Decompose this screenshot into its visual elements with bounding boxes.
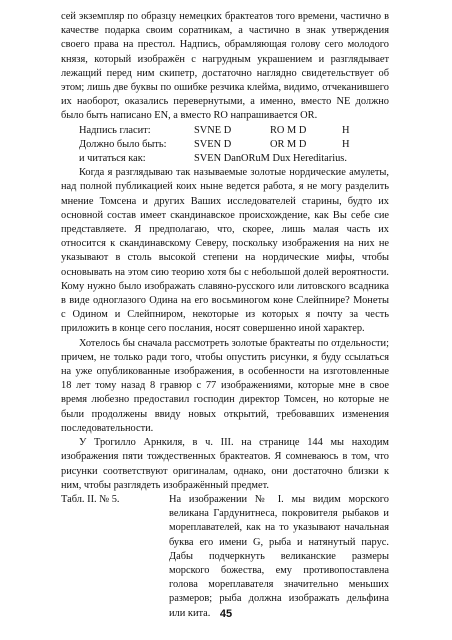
inscription-row-label: Должно было быть: bbox=[79, 138, 167, 150]
inscription-row-3 bbox=[61, 152, 389, 166]
inscription-reading: SVEN DanORuM Dux Hereditarius. bbox=[194, 153, 347, 165]
plate-section bbox=[61, 493, 389, 621]
paragraph-3: Хотелось бы сначала рассмотреть золотые брактеаты по отдельности; причем, не только ради того, чтобы опустить рисунки, я буду ссылаться на уже опубликованные изображения, в особенности на изготовленные 18 лет тому назад 8 гравюр с 77 изображениями, которые мне в свое время любезно предоставил господин директор Томсен, но которые не были продолжены ввиду новых открытий, требовавших изменения последовательности. bbox=[61, 337, 389, 434]
inscription-row-1 bbox=[61, 124, 389, 138]
inscription-cell: SVEN D bbox=[194, 138, 232, 150]
inscription-cell: SVNE D bbox=[194, 124, 232, 136]
inscription-row-2 bbox=[61, 138, 389, 152]
paragraph-4: У Трогилло Арнкиля, в ч. III. на странице 144 мы находим изображения пяти тождественных брактеатов. Я сомневаюсь в том, что рисунки соответствуют оригиналам, однако, они достаточно близки к ним, чтобы разглядеть изображённый предмет. bbox=[61, 437, 389, 491]
inscription-cell: H bbox=[342, 138, 350, 150]
inscription-cell: RO M D bbox=[270, 124, 307, 136]
inscription-row-label: и читаться как: bbox=[79, 153, 146, 165]
inscription-row-label: Надпись гласит: bbox=[79, 124, 151, 136]
paragraph-1: сей экземпляр по образцу немецких брактеатов того времени, частично в качестве подарка своим соратникам, а частично в знак утверждения своего права на престол. Надпись, обрамляющая голову сего молодого князя, который изображён с нагрудным украшением и разглядывает лежащий перед ним скипетр, достаточно наглядно свидетельствует об этом; лишь две буквы по ошибке резчика клейма, видимо, отчеканившего их наоборот, оказались перевернутыми, а именно, вместо NE должно было быть написано EN, а вместо RO напрашивается OR. bbox=[61, 11, 389, 122]
page-body bbox=[61, 10, 389, 621]
inscription-table bbox=[61, 124, 389, 167]
paragraph-2: Когда я разглядываю так называемые золотые нордические амулеты, над полной публикацией коих ныне ведется работа, я не могу разделить мнение Томсена и других Ваших исследователей старины, будто их основной состав имеет скандинавское происхождение, как Вы себе сие представляете. Я предполагаю, что, скорее, лишь малая часть их относится к скандинавскому Северу, поскольку изображения на них не указывают в столь высокой степени на нордические мифы, чтобы основывать на этом сию теорию хотя бы с небольшой долей вероятности. Кому нужно было изображать славяно-русского или литовского всадника в виде одноглазого Одина на его восьминогом коне Слейпнире? Монеты с Одином и Слейпниром, некоторые из которых я почту за честь приложить в конце сего послания, носят совершенно иной характер. bbox=[61, 167, 389, 335]
plate-label: Табл. II. № 5. bbox=[61, 493, 120, 505]
page-number: 45 bbox=[219, 608, 233, 620]
plate-description: На изображении № I. мы видим морского великана Гардунитнеса, покровителя рыбаков и мореплавателей, как на то указывают начальная буква его имени G, рыба и натянутый парус. Дабы подчеркнуть великанские размеры морского божества, ему противопоставлена голова мореплавателя значительно меньших размеров; рыба должна изображать дельфина или кита. bbox=[169, 493, 389, 619]
inscription-cell: OR M D bbox=[270, 138, 307, 150]
inscription-cell: H bbox=[342, 124, 350, 136]
